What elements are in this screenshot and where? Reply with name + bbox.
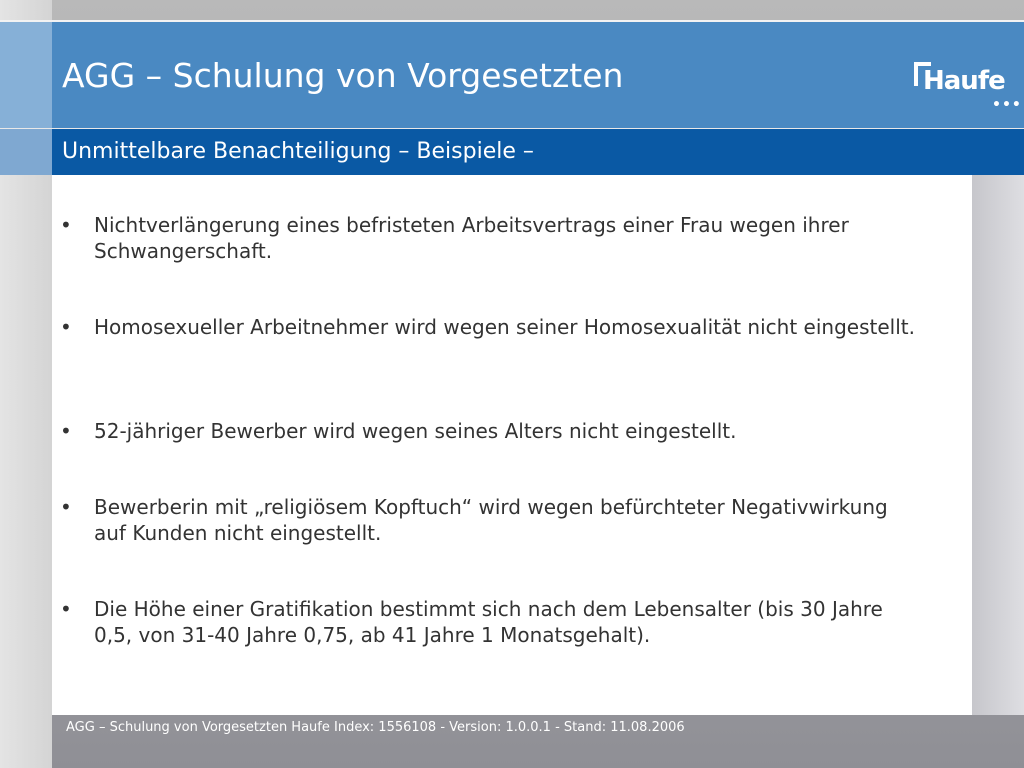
slide-title: AGG – Schulung von Vorgesetzten [62,56,624,95]
bullet-icon: • [60,213,72,237]
haufe-logo [914,60,1022,124]
bullet-icon: • [60,597,72,621]
right-decor-strip [972,175,1024,715]
bullet-text: Nichtverlängerung eines befristeten Arbeitsvertrags einer Frau wegen ihrer Schwangerschaft. [94,213,849,263]
bullet-text: Die Höhe einer Gratifikation bestimmt sich nach dem Lebensalter (bis 30 Jahre 0,5, von 31-40 Jahre 0,75, ab 41 Jahre 1 Monatsgehalt). [94,597,883,647]
content-area [52,175,972,715]
title-bar-accent [0,22,52,128]
bullet-text: Bewerberin mit „religiösem Kopftuch“ wird wegen befürchteter Negativwirkung auf Kunden nicht eingestellt. [94,495,888,545]
bullet-text: Homosexueller Arbeitnehmer wird wegen seiner Homosexualität nicht eingestellt. [94,315,915,339]
bullet-icon: • [60,495,72,519]
bullet-text: 52-jähriger Bewerber wird wegen seines Alters nicht eingestellt. [94,419,737,443]
subtitle-bar [0,128,1024,175]
slide-subtitle: Unmittelbare Benachteiligung – Beispiele – [62,139,534,164]
bullet-icon: • [60,315,72,339]
slide-footer: AGG – Schulung von Vorgesetzten Haufe Index: 1556108 - Version: 1.0.0.1 - Stand: 11.08.2006 [66,720,685,735]
bullet-icon: • [60,419,72,443]
title-bar [0,20,1024,128]
subtitle-bar-accent [0,129,52,175]
logo-wordmark: Haufe [923,66,1005,96]
logo-dots-icon: ••• [992,97,1022,113]
